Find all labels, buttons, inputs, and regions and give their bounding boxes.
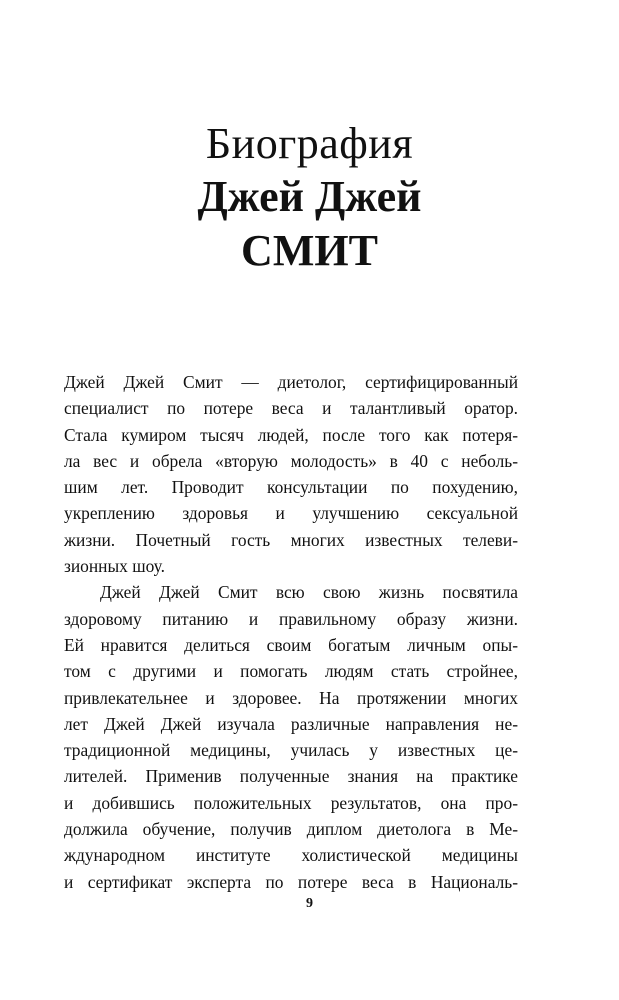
heading-line-biography: Биография	[205, 119, 414, 168]
text-line: Джей Джей Смит всю свою жизнь посвятила	[100, 582, 518, 603]
heading-line-first-name: Джей Джей	[197, 172, 422, 221]
text-line: и сертификат эксперта по потере веса в Националь-	[64, 871, 518, 892]
text-line: зионных шоу.	[64, 556, 165, 577]
text-line: Стала кумиром тысяч людей, после того как потеря-	[64, 424, 518, 445]
text-line: ждународном институте холистической медицины	[64, 845, 518, 866]
text-line: лет Джей Джей изучала различные направления не-	[64, 713, 518, 734]
text-line: ла вес и обрела «вторую молодость» в 40 с неболь-	[64, 450, 518, 471]
text-line: традиционной медицины, училась у известных це-	[64, 740, 518, 761]
chapter-heading	[0, 118, 619, 278]
text-line: жизни. Почетный гость многих известных телеви-	[64, 529, 518, 550]
body-text	[64, 369, 518, 895]
text-line: лителей. Применив полученные знания на практике	[64, 766, 518, 787]
text-line: укреплению здоровья и улучшению сексуальной	[64, 503, 518, 524]
text-line: и добившись положительных результатов, она про-	[64, 792, 518, 813]
page-number: 9	[306, 896, 313, 911]
text-line: шим лет. Проводит консультации по похудению,	[64, 477, 518, 498]
text-line: Джей Джей Смит — диетолог, сертифицированный	[64, 372, 518, 392]
text-line: привлекательнее и здоровее. На протяжении многих	[64, 687, 518, 708]
text-line: том с другими и помогать людям стать стройнее,	[64, 661, 518, 682]
text-line: здоровому питанию и правильному образу жизни.	[64, 608, 518, 629]
text-line: специалист по потере веса и талантливый оратор.	[64, 398, 518, 419]
text-line: должила обучение, получив диплом диетолога в Ме-	[64, 819, 518, 840]
text-line: Ей нравится делиться своим богатым личным опы-	[64, 634, 518, 655]
heading-line-surname: СМИТ	[241, 226, 378, 275]
